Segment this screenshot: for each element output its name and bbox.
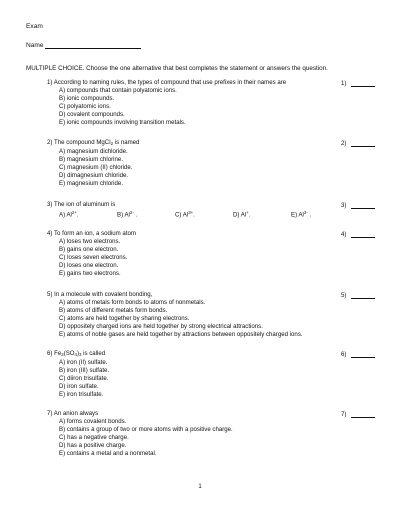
- choice-a-base: A) Al: [59, 211, 72, 219]
- choice-a: [59, 209, 117, 220]
- choice-c: [175, 209, 233, 220]
- choice-e-charge: 3-: [303, 210, 308, 216]
- choice-b-tail: .: [133, 211, 138, 219]
- answer-blank-line[interactable]: [351, 411, 375, 418]
- subscript: 2: [110, 141, 114, 146]
- question-text-end: is named: [113, 139, 140, 146]
- choice-b: B) magnesium chlorine.: [59, 156, 124, 164]
- choice-a: A) loses two electrons.: [59, 238, 121, 246]
- answer-number: 1): [341, 80, 347, 87]
- question-1: [47, 79, 377, 128]
- choice-d-tail: .: [248, 211, 251, 219]
- choice-c-tail: .: [193, 211, 195, 219]
- choice-c: C) loses seven electrons.: [59, 254, 128, 262]
- choice-e: E) ionic compounds involving transition metals.: [59, 119, 186, 127]
- answer-blank-line[interactable]: [351, 202, 375, 209]
- question-text: [47, 139, 377, 148]
- choice-d: [233, 209, 291, 220]
- question-text-start: 2) The compound MgCl: [47, 139, 111, 146]
- question-text: 3) The ion of aluminum is: [47, 201, 116, 208]
- formula-paren: ): [76, 350, 80, 357]
- choice-d-base: D) Al: [233, 211, 247, 219]
- choice-e: E) magnesium chloride.: [59, 180, 124, 188]
- answer-number: 4): [341, 231, 347, 238]
- choice-c: C) has a negative charge.: [59, 434, 129, 442]
- choice-d: D) oppositely charged ions are held together by strong electrical attractions.: [59, 323, 263, 331]
- choice-c: C) polyatomic ions.: [59, 103, 111, 111]
- choice-e: E) gains two electrons.: [59, 270, 121, 278]
- choice-a: A) magnesium dichloride.: [59, 148, 128, 156]
- choice-b-charge: 2-: [129, 210, 134, 216]
- choice-b: B) atoms of different metals form bonds.: [59, 307, 168, 315]
- question-text: 5) In a molecule with covalent bonding,: [47, 291, 153, 298]
- name-blank-line[interactable]: [45, 42, 141, 49]
- choice-e: [291, 209, 349, 220]
- answer-4: [341, 231, 375, 238]
- choice-d-charge: +: [246, 210, 249, 216]
- choice-b-base: B) Al: [117, 211, 130, 219]
- choice-d: D) iron sulfate.: [59, 383, 99, 391]
- question-text: 7) An anion always: [47, 410, 99, 417]
- choice-b: B) iron (III) sulfate.: [59, 367, 110, 375]
- choice-a: A) atoms of metals form bonds to atoms of nonmetals.: [59, 299, 206, 307]
- answer-number: 6): [341, 351, 347, 358]
- answer-blank-line[interactable]: [351, 140, 375, 147]
- choice-a-tail: .: [76, 211, 79, 219]
- choice-c: C) magnesium (II) chloride.: [59, 164, 133, 172]
- subscript: 3: [79, 352, 82, 357]
- instructions: MULTIPLE CHOICE. Choose the one alternative that best completes the statement or answers the question.: [26, 65, 328, 72]
- question-7: [47, 410, 377, 459]
- answer-blank-line[interactable]: [351, 231, 375, 238]
- choice-c: C) atoms are held together by sharing electrons.: [59, 315, 190, 323]
- answer-number: 2): [341, 140, 347, 147]
- question-text: 1) According to naming rules, the types of compound that use prefixes in their names are: [47, 79, 287, 86]
- choice-b: B) contains a group of two or more atoms with a positive charge.: [59, 426, 233, 434]
- choice-e: E) atoms of noble gases are held together by attractions between oppositely charged ions.: [59, 331, 303, 339]
- subscript: 4: [74, 352, 77, 357]
- choices-row: [47, 209, 377, 220]
- question-2: [47, 139, 377, 189]
- choice-b: [117, 209, 175, 220]
- choice-b: B) ionic compounds.: [59, 95, 115, 103]
- question-5: [47, 291, 377, 340]
- formula-so: (SO: [63, 350, 75, 357]
- choice-d: D) covalent compounds.: [59, 111, 125, 119]
- choice-a: A) iron (II) sulfate.: [59, 359, 108, 367]
- question-text-end: is called: [81, 350, 106, 357]
- choice-e: E) iron trisulfate.: [59, 391, 104, 399]
- answer-1: [341, 80, 375, 87]
- choice-e: E) contains a metal and a nonmetal.: [59, 450, 157, 458]
- exam-title: Exam: [26, 23, 43, 30]
- name-field: [26, 42, 141, 49]
- choice-e-tail: .: [307, 211, 312, 219]
- question-4: [47, 230, 377, 279]
- choice-c: C) diiron trisulfate.: [59, 375, 109, 383]
- choice-b: B) gains one electron.: [59, 246, 119, 254]
- choice-e-base: E) Al: [291, 211, 304, 219]
- answer-2: [341, 140, 375, 147]
- question-3: [47, 201, 377, 220]
- choice-c-base: C) Al: [175, 211, 189, 219]
- answer-number: 5): [341, 292, 347, 299]
- subscript: 2: [61, 352, 64, 357]
- answer-blank-line[interactable]: [351, 292, 375, 299]
- answer-3: [341, 202, 375, 209]
- answer-blank-line[interactable]: [351, 80, 375, 87]
- choice-d: D) has a positive charge.: [59, 442, 127, 450]
- answer-number: 3): [341, 202, 347, 209]
- answer-number: 7): [341, 411, 347, 418]
- question-6: [47, 350, 377, 400]
- name-label: Name: [26, 42, 44, 49]
- formula-fe: 6) Fe: [47, 350, 62, 357]
- choice-d: D) dimagnesium chloride.: [59, 172, 129, 180]
- answer-blank-line[interactable]: [351, 351, 375, 358]
- answer-5: [341, 292, 375, 299]
- question-text: [47, 350, 377, 359]
- answer-7: [341, 411, 375, 418]
- choice-c-charge: 3+: [188, 210, 194, 216]
- choice-d: D) loses one electron.: [59, 262, 119, 270]
- choice-a: A) forms covalent bonds.: [59, 418, 127, 426]
- choice-a: A) compounds that contain polyatomic ions.: [59, 87, 177, 95]
- page-number: 1: [198, 484, 202, 490]
- choice-a-charge: 2+: [71, 210, 77, 216]
- answer-6: [341, 351, 375, 358]
- question-text: 4) To form an ion, a sodium atom: [47, 230, 136, 237]
